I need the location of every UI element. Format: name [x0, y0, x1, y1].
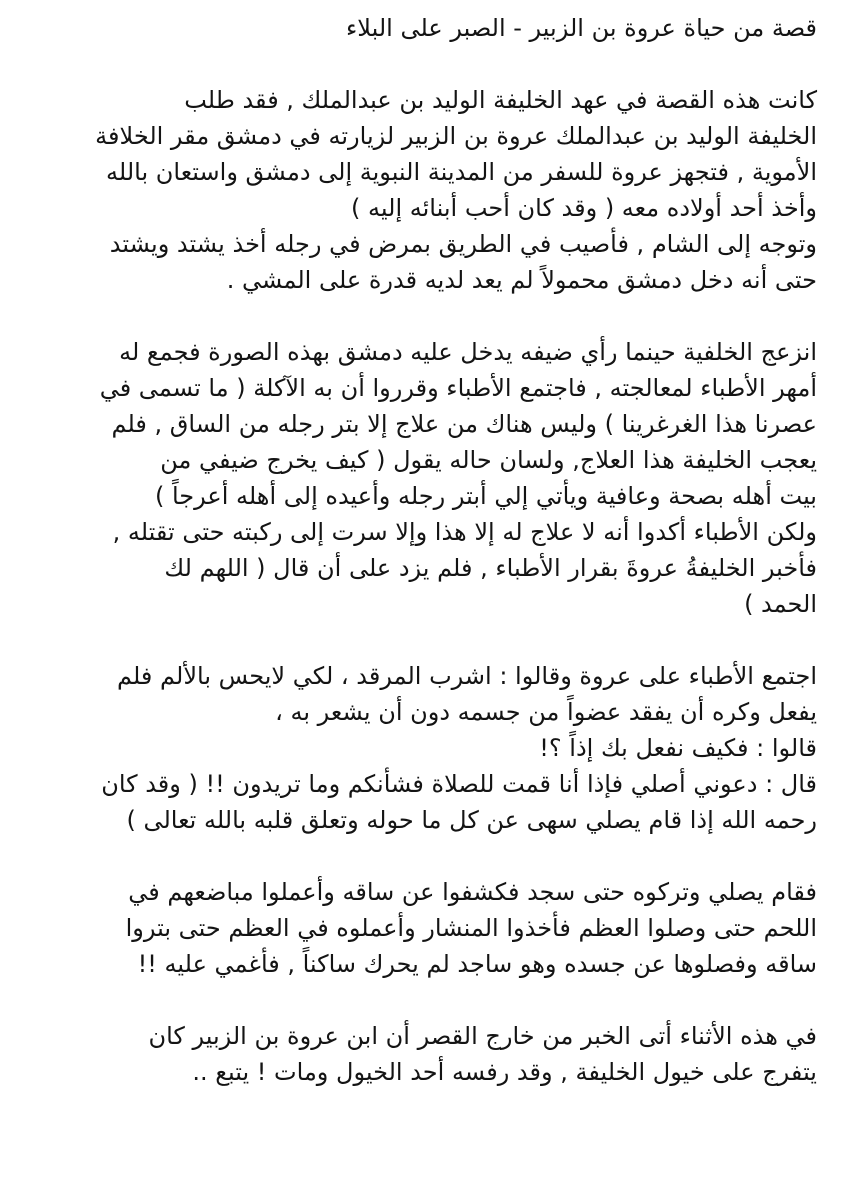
text-line: الخليفة الوليد بن عبدالملك عروة بن الزبير لزيارته في دمشق مقر الخلافة — [95, 122, 817, 150]
text-line: اللحم حتى وصلوا العظم فأخذوا المنشار وأعملوه في العظم حتى بتروا — [125, 914, 817, 942]
text-line: يعجب الخليفة هذا العلاج, ولسان حاله يقول ( كيف يخرج ضيفي من — [160, 446, 817, 474]
text-line: في هذه الأثناء أتى الخبر من خارج القصر أن ابن عروة بن الزبير كان — [148, 1022, 817, 1050]
text-line: وتوجه إلى الشام , فأصيب في الطريق بمرض في رجله أخذ يشتد ويشتد — [109, 230, 817, 258]
text-line: اجتمع الأطباء على عروة وقالوا : اشرب المرقد ، لكي لايحس بالألم فلم — [117, 662, 817, 690]
text-line: عصرنا هذا الغرغرينا ) وليس هناك من علاج إلا بتر رجله من الساق , فلم — [111, 410, 817, 438]
text-line: الأموية , فتجهز عروة للسفر من المدينة النبوية إلى دمشق واستعان بالله — [106, 158, 817, 186]
paragraph-journey — [14, 82, 817, 226]
text-line: قالوا : فكيف نفعل بك إذاً ؟! — [539, 734, 817, 762]
text-line: حتى أنه دخل دمشق محمولاً لم يعد لديه قدرة على المشي . — [226, 266, 817, 294]
paragraph-doctors — [14, 334, 817, 622]
text-line: وأخذ أحد أولاده معه ( وقد كان أحب أبنائه إليه ) — [351, 194, 817, 222]
paragraph-son-news — [14, 1018, 817, 1090]
text-line: الحمد ) — [744, 590, 817, 618]
paragraph-prayer — [14, 658, 817, 838]
article-title: قصة من حياة عروة بن الزبير - الصبر على البلاء — [346, 14, 817, 42]
text-line: قال : دعوني أصلي فإذا أنا قمت للصلاة فشأنكم وما تريدون !! ( وقد كان — [101, 770, 817, 798]
text-line: كانت هذه القصة في عهد الخليفة الوليد بن عبدالملك , فقد طلب — [184, 86, 817, 114]
paragraph-illness — [14, 226, 817, 298]
text-line: فأخبر الخليفةُ عروةَ بقرار الأطباء , فلم يزد على أن قال ( اللهم لك — [164, 554, 817, 582]
text-line: فقام يصلي وتركوه حتى سجد فكشفوا عن ساقه وأعملوا مباضعهم في — [128, 878, 817, 906]
text-line: ولكن الأطباء أكدوا أنه لا علاج له إلا هذا وإلا سرت إلى ركبته حتى تقتله , — [112, 518, 817, 546]
text-line: انزعج الخلفية حينما رأي ضيفه يدخل عليه دمشق بهذه الصورة فجمع له — [119, 338, 817, 366]
text-line: يفعل وكره أن يفقد عضواً من جسمه دون أن يشعر به ، — [275, 698, 817, 726]
text-line: يتفرج على خيول الخليفة , وقد رفسه أحد الخيول ومات ! يتبع .. — [192, 1058, 817, 1086]
text-line: بيت أهله بصحة وعافية ويأتي إلي أبتر رجله وأعيده إلى أهله أعرجاً ) — [154, 482, 817, 510]
text-line: ساقه وفصلوها عن جسده وهو ساجد لم يحرك ساكناً , فأغمي عليه !! — [137, 950, 817, 978]
text-line: رحمه الله إذا قام يصلي سهى عن كل ما حوله وتعلق قلبه بالله تعالى ) — [126, 806, 817, 834]
paragraph-amputation — [14, 874, 817, 982]
text-line: أمهر الأطباء لمعالجته , فاجتمع الأطباء وقرروا أن به الآكلة ( ما تسمى في — [99, 374, 817, 402]
